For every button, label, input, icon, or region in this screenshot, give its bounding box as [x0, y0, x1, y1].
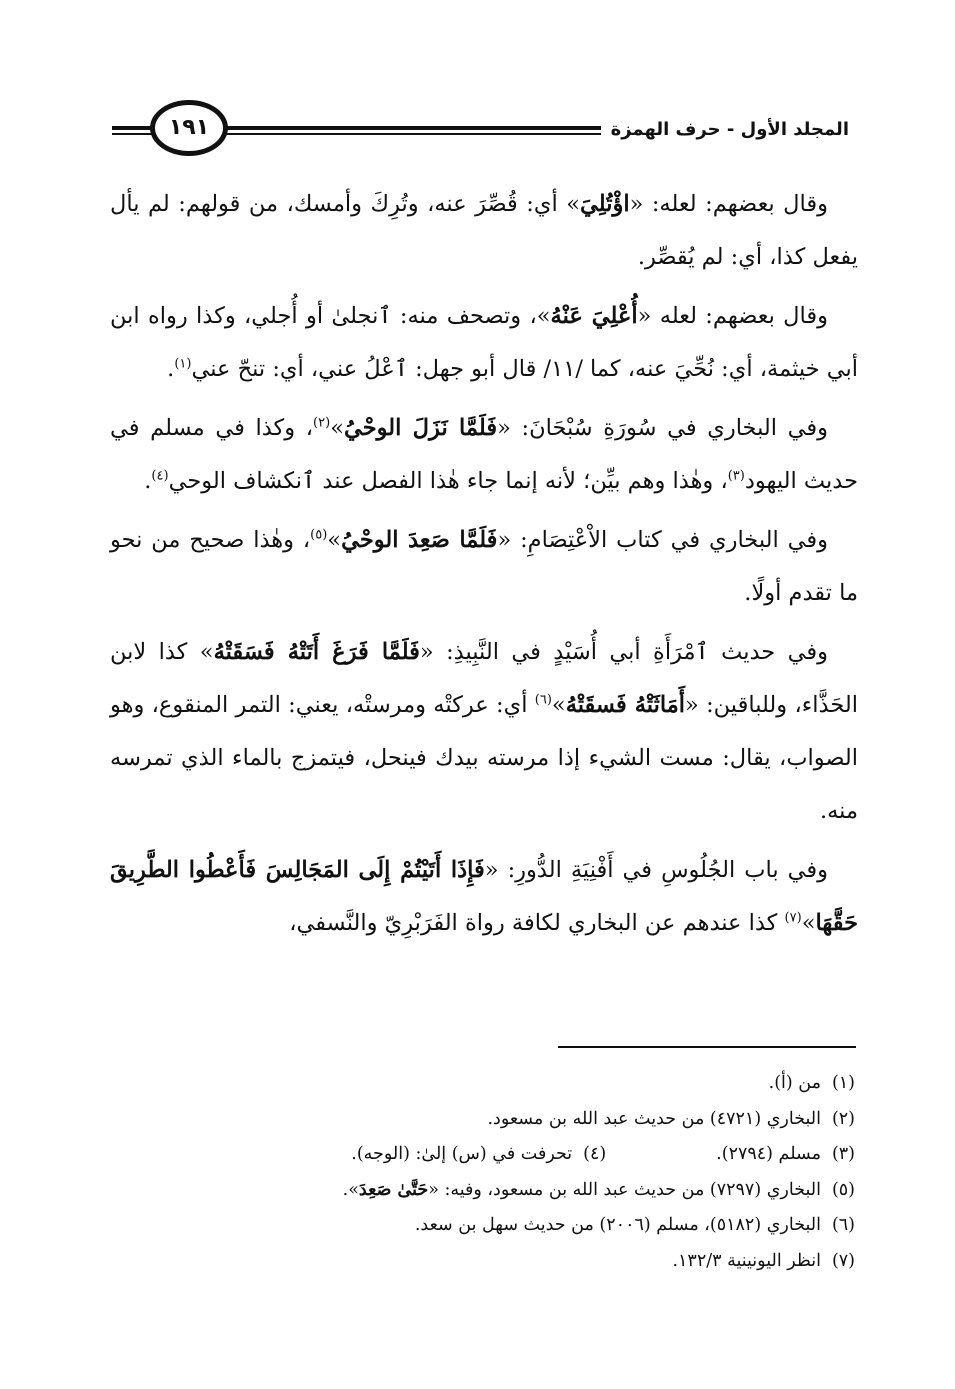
paragraph-1	[110, 178, 858, 284]
footnote-ref: (٢)	[313, 415, 331, 431]
text-run: كذا عندهم عن البخاري لكافة رواة الفَرَبْرِيّ والنَّسفي،	[289, 910, 785, 936]
text-run: » أي: قُصِّرَ عنه، وتُرِكَ وأمسك، من قولهم: لم يأل يفعل كذا، أي: لم يُقصِّر.	[110, 191, 858, 270]
paragraph-3	[110, 402, 858, 508]
footnote-ref: (٦)	[534, 692, 552, 708]
footnote-text: انظر اليونينية ١٣٢/٣.	[672, 1250, 821, 1271]
text-run: .	[167, 356, 175, 382]
footnote-1	[110, 1066, 855, 1102]
footnote-number: (٢)	[831, 1108, 855, 1129]
text-run: أي: عركتْه ومرستْه، يعني: التمر المنقوع، وهو الصواب، يقال: مست الشيء إذا مرسته بيدك فينحل، فيتمزج بالماء الذي تمرسه منه.	[110, 692, 858, 824]
footnote-ref: (٧)	[784, 910, 802, 926]
footnote-text: تحرفت في (س) إلىٰ: (الوجه).	[351, 1144, 573, 1164]
footnote-6	[110, 1208, 855, 1244]
text-run: وفي حديث ٱمْرَأَةِ أبي أُسَيْدٍ في النَّبِيذِ: «	[419, 639, 828, 665]
footnote-2	[110, 1102, 855, 1138]
footnote-number: (٤)	[583, 1144, 607, 1164]
quoted-term: اؤْتُلِيَ	[580, 191, 630, 217]
header-title: المجلد الأول - حرف الهمزة	[601, 114, 857, 146]
text-run: وفي البخاري في سُورَةِ سُبْحَانَ: «	[497, 415, 828, 441]
footnote-ref: (٤)	[151, 468, 169, 484]
paragraph-6	[110, 844, 858, 950]
text-run: » كذا لابن الحَذَّاء، وللباقين: «	[110, 639, 858, 718]
footnote-text: ».	[342, 1179, 359, 1200]
footnote-ref: (٣)	[727, 468, 745, 484]
text-run: ، وهٰذا وهم بيِّن؛ لأنه إنما جاء هٰذا الفصل عند ٱنكشاف الوحي	[168, 468, 728, 494]
quoted-term: أَمَاثَتْهُ فَسقَتْهُ	[565, 692, 686, 718]
text-run: »، وتصحف منه: ٱنجلىٰ أو أُجلي، وكذا رواه ابن أبي خيثمة، أي: نُحِّيَ عنه، كما /١١/ قال أبو جهل: ٱعْلُ عني، أي: تنحّ عني	[110, 303, 858, 382]
footnote-quote: حَتَّىٰ صَعِدَ	[358, 1179, 429, 1200]
footnote-number: (١)	[831, 1073, 855, 1093]
quoted-term: فَلَمَّا صَعِدَ الوحْيُ	[341, 527, 498, 553]
quoted-term: فَلَمَّا نَزَلَ الوحْيُ	[343, 415, 498, 441]
footnote-separator	[558, 1046, 856, 1048]
footnote-ref: (١)	[174, 356, 192, 372]
footnote-3-4	[110, 1137, 855, 1173]
paragraph-5	[110, 626, 858, 838]
text-run: وفي البخاري في كتاب الاْعْتِصَامِ: «	[497, 527, 828, 553]
footnote-number: (٥)	[831, 1179, 855, 1200]
text-run: .	[144, 468, 152, 494]
text-run: ، وهٰذا صحيح من نحو ما تقدم أولًا.	[110, 527, 858, 606]
footnote-text: البخاري (٥١٨٢)، مسلم (٢٠٠٦) من حديث سهل بن سعد.	[414, 1215, 821, 1235]
footnote-text: مسلم (٢٧٩٤).	[716, 1144, 821, 1164]
text-run: »	[327, 527, 342, 553]
quoted-term: فَلَمَّا فَرَغَ أَتَتْهُ فَسَقَتْهُ	[213, 639, 420, 665]
running-header	[112, 100, 857, 162]
page-number: ١٩١	[150, 100, 228, 156]
footnote-number: (٦)	[831, 1215, 855, 1235]
footnote-7	[110, 1244, 855, 1280]
paragraph-4	[110, 514, 858, 620]
footnote-text: من (أ).	[768, 1073, 821, 1093]
text-run: ، وكذا في مسلم في حديث اليهود	[110, 415, 858, 494]
text-run: وقال بعضهم: لعله: «	[629, 191, 828, 217]
footnote-ref: (٥)	[310, 527, 328, 543]
text-run: وقال بعضهم: لعله «	[637, 303, 828, 329]
text-run: »	[330, 415, 344, 441]
footnote-number: (٧)	[831, 1250, 855, 1271]
footnotes	[110, 1066, 855, 1279]
quoted-term: فَإِذَا أَتَيْتُمْ إِلَى المَجَالِسَ فَأَعْطُوا الطَّرِيقَ حَقَّهَا	[110, 857, 858, 936]
footnote-text: البخاري (٧٢٩٧) من حديث عبد الله بن مسعود، وفيه: «	[428, 1179, 821, 1200]
footnote-text: البخاري (٤٧٢١) من حديث عبد الله بن مسعود.	[487, 1108, 821, 1129]
quoted-term: أُعْلِيَ عَنْهُ	[550, 303, 638, 329]
paragraph-2	[110, 290, 858, 396]
text-run: »	[551, 692, 566, 718]
text-run: »	[801, 910, 816, 936]
main-text	[110, 178, 858, 956]
footnote-number: (٣)	[831, 1144, 855, 1164]
text-run: وفي باب الجُلُوسِ في أَفْنِيَةِ الدُّورِ: «	[484, 857, 828, 883]
footnote-5	[110, 1173, 855, 1209]
